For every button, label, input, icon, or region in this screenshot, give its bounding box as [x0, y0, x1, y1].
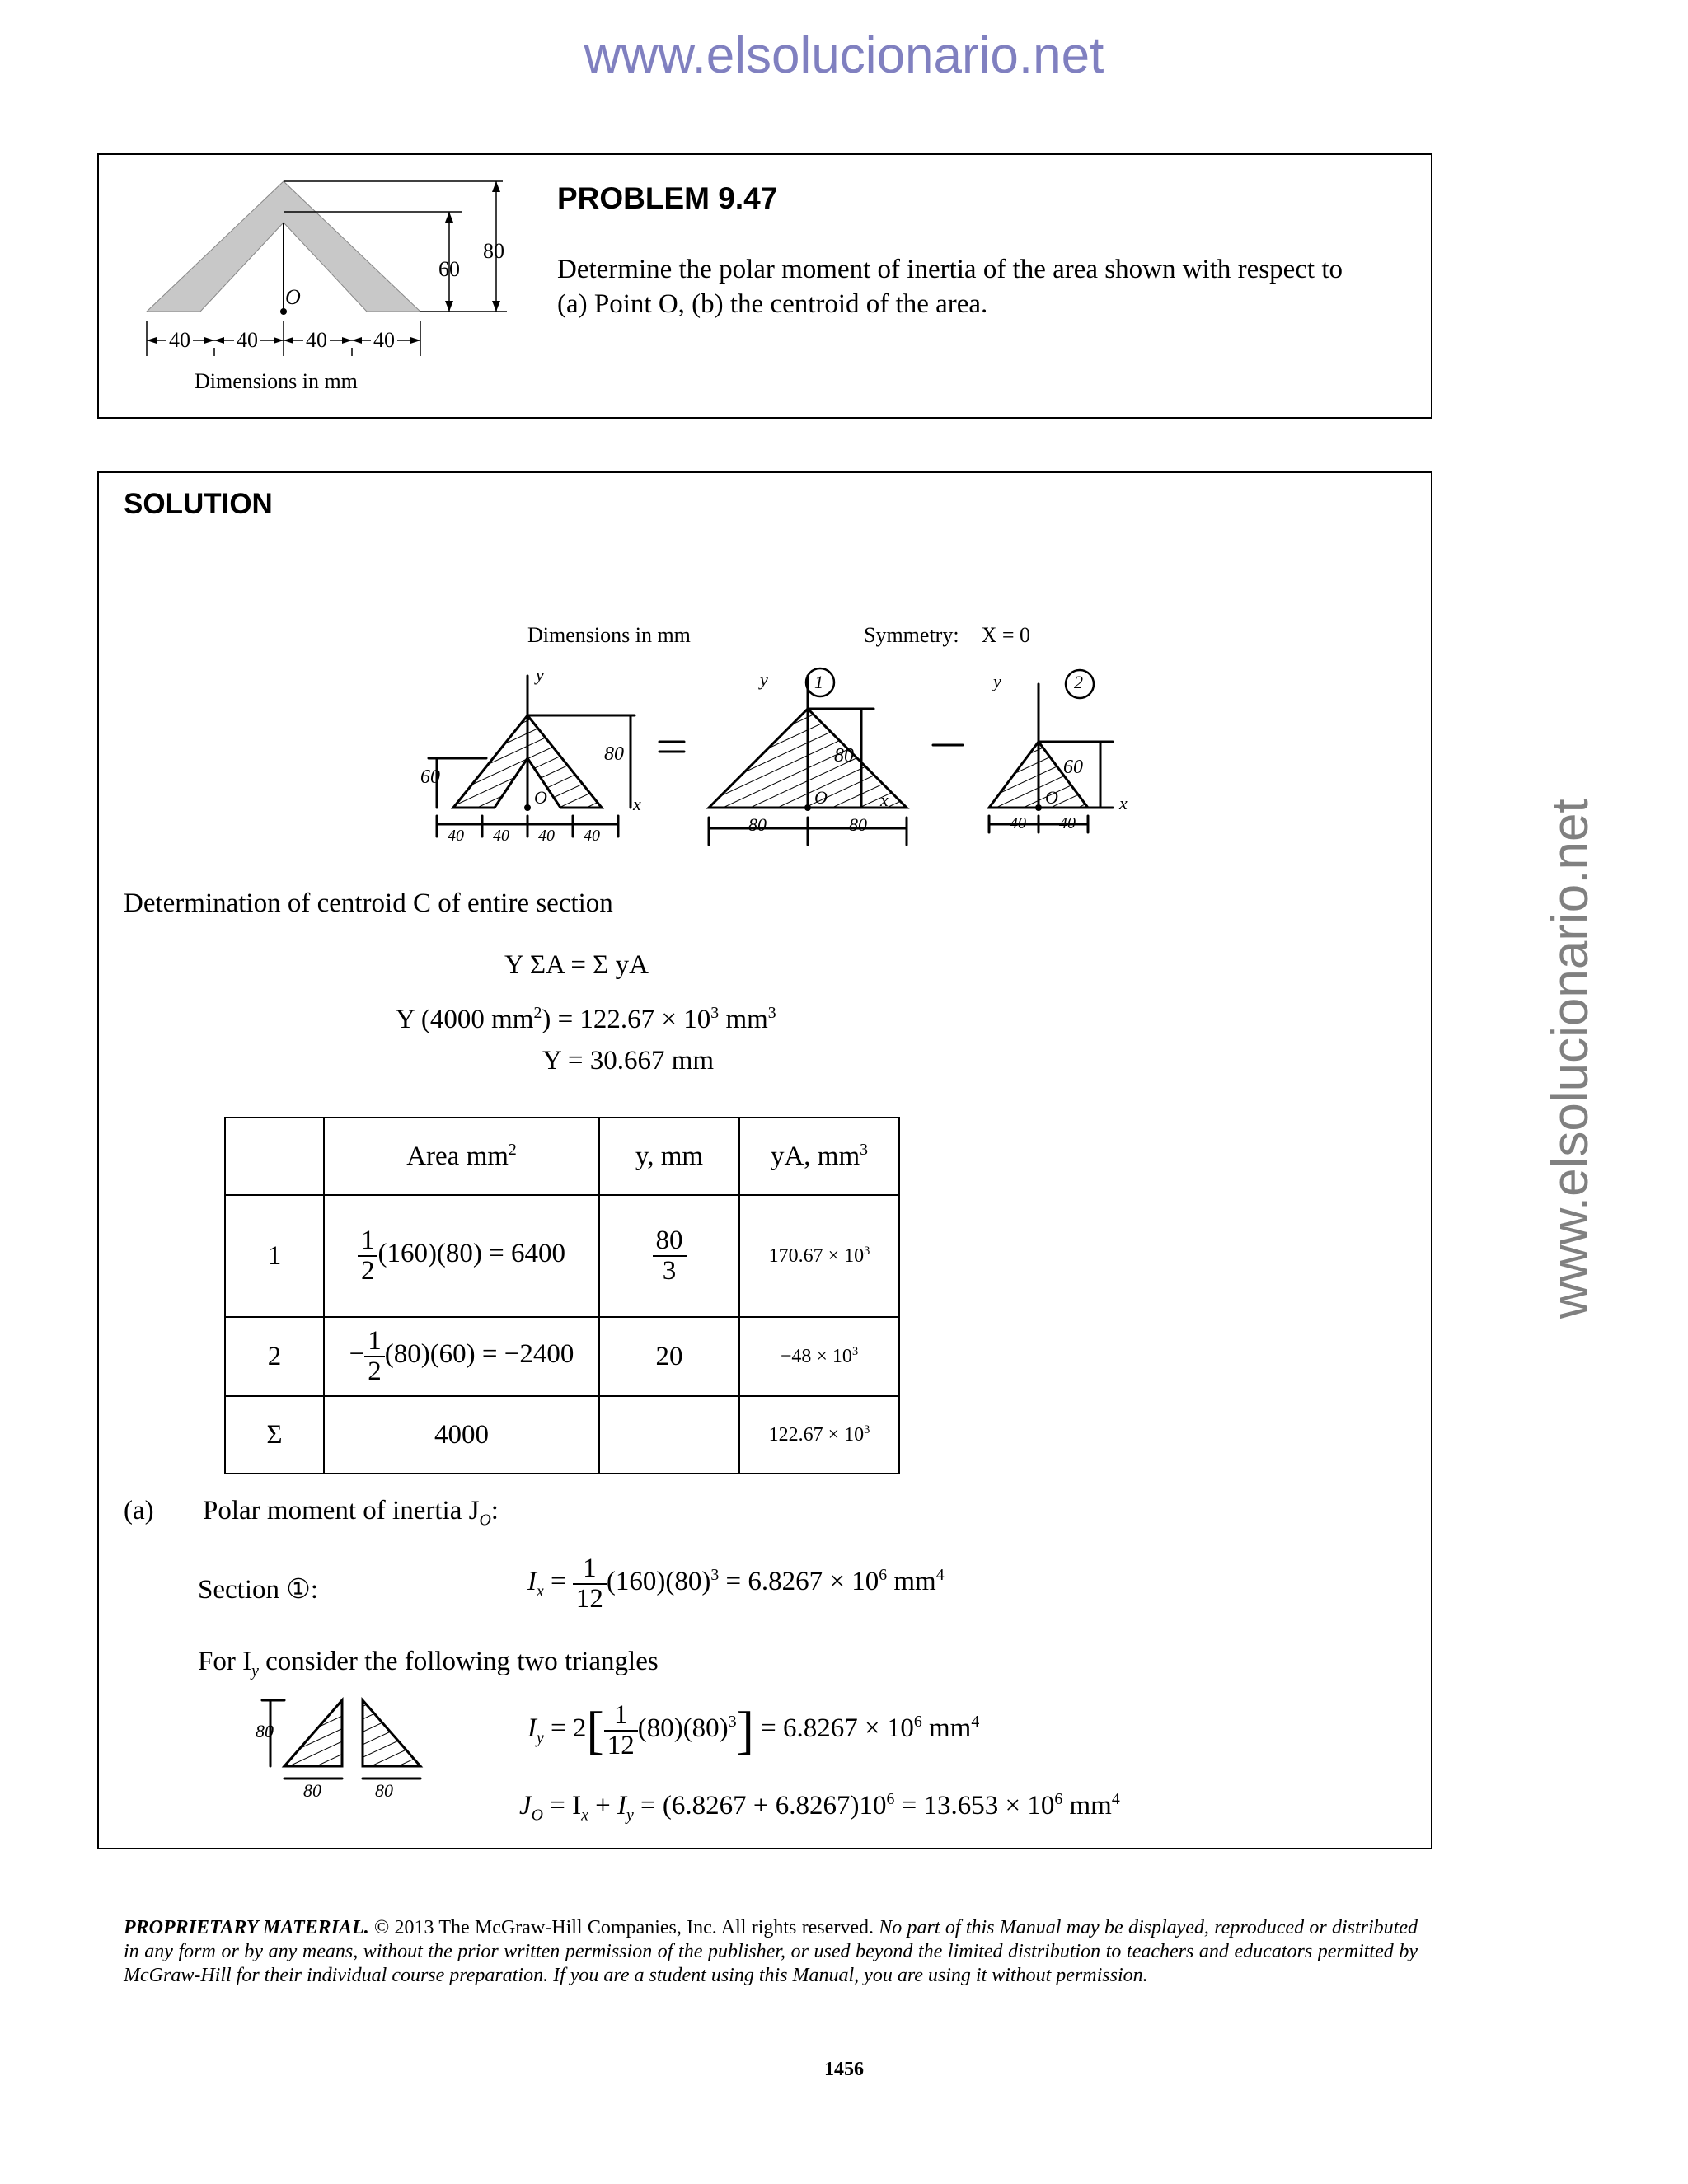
dim-60: 60	[438, 257, 460, 281]
row2-label: 2	[225, 1317, 324, 1396]
iy-sketch-d80-a: 80	[256, 1721, 274, 1741]
jo-equation: $J_O = I_x + I_y = (6.8267 + 6.8267)10^6 = 13.653 \times 10^6$ $mm^4$	[519, 1790, 1120, 1825]
symmetry-label	[864, 623, 1030, 648]
sketch-x3: x	[1119, 793, 1128, 813]
row2-y: 20	[599, 1317, 739, 1396]
row1-label: 1	[225, 1195, 324, 1317]
row2-area: − $\frac{1}{2}$ (80)(60) = −2400	[324, 1317, 599, 1396]
solution-title: SOLUTION	[124, 488, 273, 520]
sketch-o3: O	[1045, 787, 1058, 808]
watermark-top: www.elsolucionario.net	[584, 27, 1104, 84]
part-a-label: (a)	[124, 1496, 154, 1526]
eq3: Y = 30.667 mm	[542, 1046, 715, 1076]
row1-y: $\frac{80}{3}$	[599, 1195, 739, 1317]
row1-ya: $170.67 \times 10^3$	[739, 1195, 899, 1317]
dim-80: 80	[483, 239, 504, 263]
problem-figure-caption: Dimensions in mm	[195, 369, 358, 393]
footer-bold-label: PROPRIETARY MATERIAL.	[124, 1917, 369, 1938]
page-number: 1456	[824, 2059, 864, 2080]
sketch-d80-c: 80	[748, 814, 767, 835]
iy-equation: $I_y = 2$[ $\frac{1}{12}$ $(80)(80)^3] = 6.8267 \times 10^6$ $mm^4$	[528, 1700, 980, 1760]
iy-sketch-d80-b: 80	[303, 1780, 321, 1801]
iy-sketch-d80-c: 80	[375, 1780, 393, 1801]
problem-statement-line1: Determine the polar moment of inertia of the area shown with respect to	[557, 255, 1343, 284]
solution-sketch	[412, 659, 1137, 857]
sketch-d40-6: 40	[1059, 814, 1076, 832]
problem-statement-line2: (a) Point O, (b) the centroid of the area.	[557, 289, 988, 319]
symmetry-eq: X = 0	[981, 623, 1031, 647]
section1-label: Section ①:	[198, 1575, 318, 1605]
row3-ya: $122.67 \times 10^3$	[739, 1396, 899, 1474]
iy-intro: For $I_y$ consider the following two triangles	[198, 1647, 659, 1680]
ix-equation: $I_x$ = $\frac{1}{12}$ $(160)(80)^3 = 6.8267 \times 10^6$ $mm^4$	[528, 1554, 945, 1614]
table-header-blank	[225, 1118, 324, 1195]
dim-40-3: 40	[303, 328, 330, 353]
table-header-row	[225, 1118, 899, 1195]
sketch-o1: O	[534, 787, 547, 808]
sketch-d80-b: 80	[834, 745, 854, 766]
eq2-right: ) = 122.67 × 10	[542, 1005, 711, 1034]
footer-italic-text: No part of this Manual may be displayed, reproduced or distributed in any form or by any means, without the prior written permission of the publisher, or used beyond the limited distribution to teachers and educators permitted by McGraw-Hill for their individual course preparation. If you are a student using this Manual, you are using it without permission.	[124, 1917, 1418, 1986]
sketch-d40-5: 40	[1010, 814, 1026, 832]
part-a-text: Polar moment of inertia $J_O$:	[203, 1496, 499, 1530]
problem-figure	[124, 165, 519, 404]
row3-label: Σ	[225, 1396, 324, 1474]
table-header-ya: yA, $mm^3$	[739, 1118, 899, 1195]
table-row	[225, 1317, 899, 1396]
eq2: Y (4000 $mm^2) = 122.67 \times 10^3$ $mm^3$	[396, 1004, 776, 1034]
sketch-o2: O	[814, 787, 828, 808]
problem-title: PROBLEM 9.47	[557, 181, 778, 215]
problem-statement	[557, 252, 1414, 321]
sketch-sec1: 1	[814, 672, 823, 692]
sketch-x2: x	[880, 790, 889, 810]
point-o-label: O	[285, 285, 301, 309]
solution-fig-caption: Dimensions in mm	[528, 623, 691, 647]
sketch-d40-4: 40	[584, 827, 600, 845]
centroid-table	[224, 1117, 900, 1474]
dim-40-4: 40	[371, 328, 397, 353]
sketch-y1: y	[536, 664, 544, 685]
symmetry-text: Symmetry:	[864, 623, 959, 647]
sketch-x1: x	[633, 794, 641, 814]
watermark-side: www.elsolucionario.net	[1542, 799, 1599, 1319]
footer-copyright-text: © 2013 The McGraw-Hill Companies, Inc. All rights reserved.	[368, 1917, 879, 1938]
sketch-y2: y	[760, 669, 768, 690]
table-row	[225, 1195, 899, 1317]
row3-y	[599, 1396, 739, 1474]
table-header-area: Area $mm^2$	[324, 1118, 599, 1195]
row1-area: $\frac{1}{2}$ (160)(80) = 6400	[324, 1195, 599, 1317]
sketch-d40-1: 40	[448, 827, 464, 845]
dim-40-2: 40	[234, 328, 260, 353]
footer-copyright	[124, 1916, 1418, 1988]
sketch-d40-2: 40	[493, 827, 509, 845]
sketch-d60-a: 60	[420, 766, 440, 788]
centroid-heading: Determination of centroid C of entire section	[124, 888, 613, 918]
eq2-unit: mm	[719, 1005, 768, 1034]
sketch-d80-d: 80	[849, 814, 867, 835]
table-row	[225, 1396, 899, 1474]
sketch-sec2: 2	[1074, 672, 1083, 692]
eq1: Y ΣA = Σ yA	[504, 950, 649, 980]
sketch-d80-a: 80	[604, 743, 624, 765]
sketch-d60-b: 60	[1063, 757, 1083, 778]
sketch-y3: y	[993, 671, 1001, 691]
row2-ya: $-48 \times 10^3$	[739, 1317, 899, 1396]
dim-40-1: 40	[166, 328, 193, 353]
iy-triangles-sketch	[247, 1696, 437, 1795]
row3-area: 4000	[324, 1396, 599, 1474]
sketch-d40-3: 40	[538, 827, 555, 845]
table-header-y: y, mm	[599, 1118, 739, 1195]
eq2-left: Y (4000 mm	[396, 1005, 534, 1034]
